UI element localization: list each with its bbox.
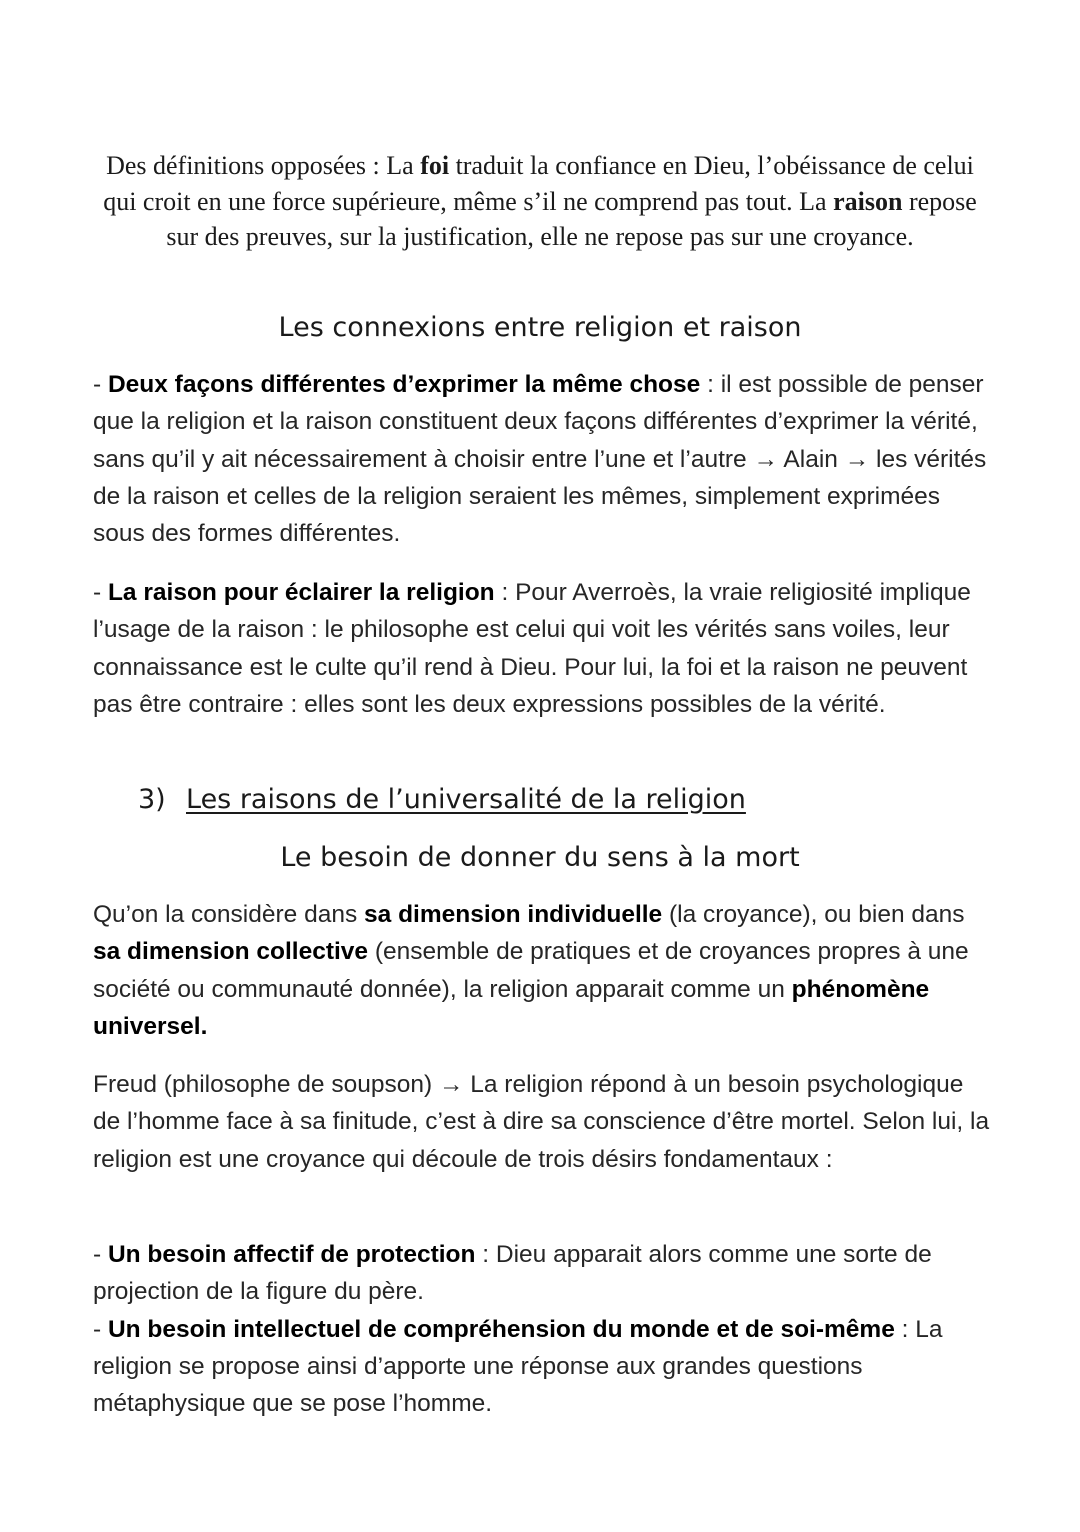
bold-phrase: Un besoin affectif de protection: [107, 1241, 476, 1268]
dash: -: [93, 579, 108, 606]
bold-phrase: phénomène universel.: [93, 975, 930, 1040]
bold-phrase: sa dimension collective: [93, 938, 369, 966]
dash: -: [93, 371, 108, 398]
dash: -: [93, 1315, 108, 1343]
heading-connexions: Les connexions entre religion et raison: [278, 312, 802, 343]
section-number: 3): [138, 784, 166, 815]
intro-raison: raison: [833, 186, 903, 216]
paragraph-text: (la croyance), ou bien dans: [662, 901, 965, 928]
item-text: : La religion se propose ainsi d’apporte une réponse aux grandes questions métaphysique que se pose l’homme.: [93, 1315, 943, 1418]
bold-phrase: sa dimension individuelle: [364, 901, 663, 928]
bold-phrase: La raison pour éclairer la religion: [107, 579, 495, 606]
bold-phrase: Un besoin intellectuel de compréhension du monde et de soi-même: [107, 1315, 895, 1343]
list-item-affectif: [93, 1241, 932, 1305]
intro-text-1: Des définitions opposées : La: [106, 151, 421, 180]
paragraph-text: (ensemble de pratiques et de croyances propres à une société ou communauté donnée), la religion apparait comme un: [93, 938, 969, 1003]
list-besoins: [93, 1236, 993, 1422]
paragraph-dimension: [93, 896, 993, 1045]
paragraph-text: : il est possible de penser que la religion et la raison constituent deux façons différentes d’exprimer la vérité, sans qu’il y ait nécessairement à choisir entre l’une et l’autre → Alain → les vérités de la raison et celles de la religion seraient les mêmes, simplement exprimées sous des formes différentes.: [93, 371, 987, 548]
intro-text-2: traduit la confiance en Dieu, l’obéissance de celui qui croit en une force supérieure, même s’il ne comprend pas tout. La: [103, 151, 974, 216]
intro-paragraph: [92, 148, 988, 255]
heading-besoin: Le besoin de donner du sens à la mort: [280, 842, 800, 873]
paragraph-deux-facons: [93, 366, 993, 552]
paragraph-text: : Pour Averroès, la vraie religiosité implique l’usage de la raison : le philosophe est celui qui voit les vérités sans voiles, leur connaissance est le culte qu’il rend à Dieu. Pour lui, la foi et la raison ne peuvent pas être contraire : elles sont les deux expressions possibles de la vérité.: [93, 579, 971, 718]
dash: -: [93, 1241, 108, 1268]
paragraph-averroes: [93, 574, 993, 723]
section-title: Les raisons de l’universalité de la religion: [186, 784, 746, 815]
intro-foi: foi: [420, 151, 450, 180]
paragraph-freud: Freud (philosophe de soupson) → La religion répond à un besoin psychologique de l’homme face à sa finitude, c’est à dire sa conscience d’être mortel. Selon lui, la religion est une croyance qui découle de trois désirs fondamentaux :: [93, 1071, 990, 1173]
intro-text-3: repose sur des preuves, sur la justification, elle ne repose pas sur une croyance.: [166, 186, 977, 251]
paragraph-text: Qu’on la considère dans: [93, 901, 365, 928]
list-item-intellectuel: [93, 1316, 943, 1418]
item-text: : Dieu apparait alors comme une sorte de projection de la figure du père.: [93, 1241, 932, 1306]
bold-phrase: Deux façons différentes d’exprimer la même chose: [107, 371, 701, 398]
section-3-heading: [138, 782, 746, 818]
